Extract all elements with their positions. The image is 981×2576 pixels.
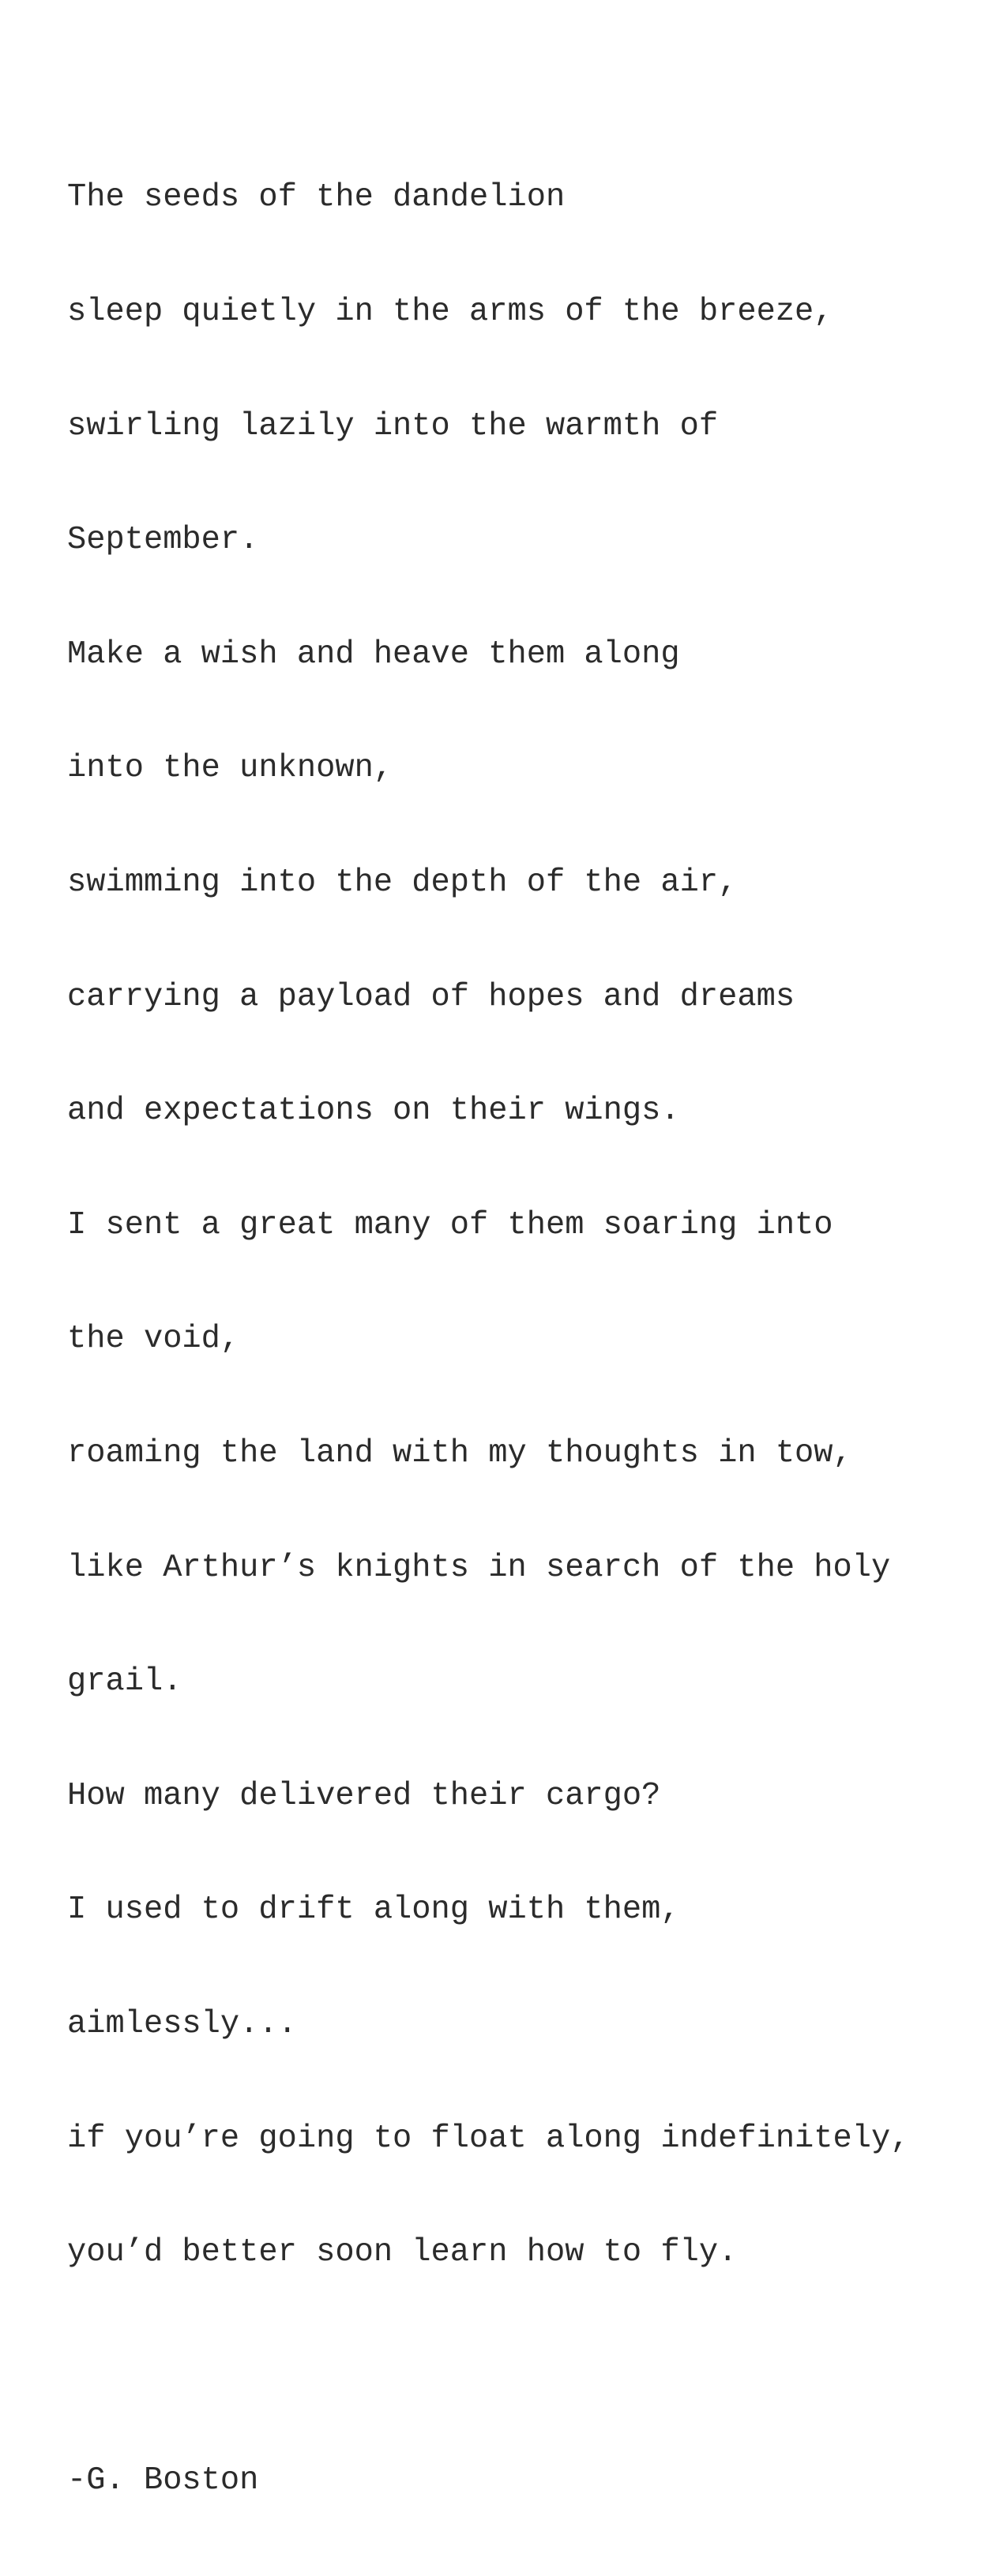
stanza-gap — [67, 2348, 910, 2386]
poem-body — [67, 103, 910, 2576]
poem-line: aimlessly... — [67, 2005, 297, 2042]
poem-line: How many delivered their cargo? — [67, 1777, 661, 1814]
poem-line: I used to drift along with them, — [67, 1892, 680, 1929]
poem-line: and expectations on their wings. — [67, 1093, 680, 1130]
poem-line: The seeds of the dandelion — [67, 179, 566, 216]
poem-line: the void, — [67, 1321, 240, 1358]
poem-line: sleep quietly in the arms of the breeze, — [67, 294, 833, 330]
poem-line: roaming the land with my thoughts in tow, — [67, 1434, 852, 1472]
poem-line: carrying a payload of hopes and dreams — [67, 978, 795, 1015]
poem-line: you’d better soon learn how to fly. — [67, 2234, 738, 2271]
poem-line: if you’re going to float along indefinitely, — [67, 2120, 910, 2157]
poem-line: September. — [67, 522, 259, 559]
poem-line: like Arthur’s knights in search of the holy — [67, 1549, 891, 1586]
poem-line: swimming into the depth of the air, — [67, 864, 738, 901]
poem-line: I sent a great many of them soaring into — [67, 1206, 833, 1243]
poem-line: grail. — [67, 1663, 182, 1700]
poem-line: into the unknown, — [67, 750, 393, 787]
author-signature: -G. Boston — [67, 2462, 259, 2499]
poem-line: Make a wish and heave them along — [67, 636, 680, 673]
poem-line: swirling lazily into the warmth of — [67, 407, 719, 444]
